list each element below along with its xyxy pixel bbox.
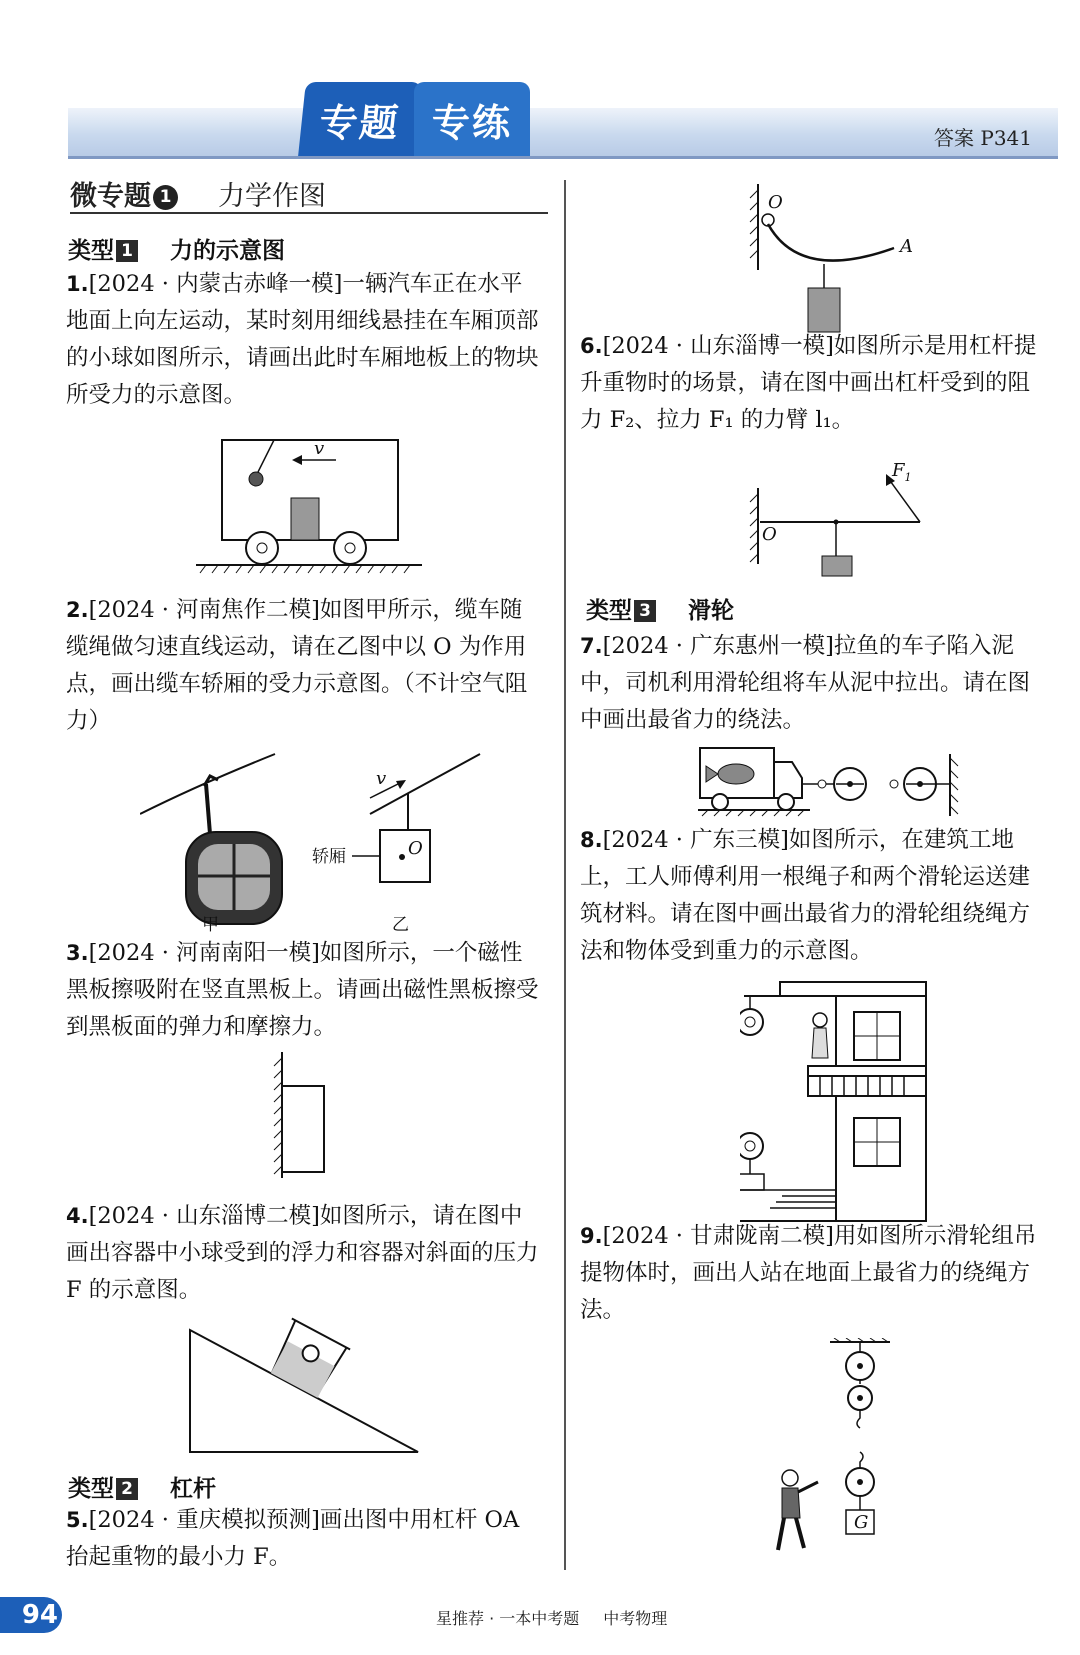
figure-truck <box>196 430 426 580</box>
label-yi: 乙 <box>392 915 409 934</box>
question-text: [2024 · 重庆模拟预测]画出图中用杠杆 OA 抬起重物的最小力 F。 <box>66 1507 520 1570</box>
figure-cable-car <box>140 744 490 934</box>
figure-building <box>740 978 930 1222</box>
type-label: 类型 <box>586 598 632 624</box>
question-1 <box>66 266 540 414</box>
question-3 <box>66 935 540 1046</box>
type-heading-2 <box>68 1470 216 1503</box>
type-number: 2 <box>116 1478 138 1500</box>
force-f1-label <box>891 460 912 484</box>
footer-brand: 星推荐 · 一本中考题 <box>436 1609 580 1628</box>
velocity-label-2: v <box>376 768 387 789</box>
header-band <box>68 108 1058 159</box>
figure-truck-pulley <box>698 744 978 820</box>
tab-special-topic: 专题 <box>298 82 422 156</box>
type-title: 杠杆 <box>170 1476 216 1502</box>
question-text: [2024 · 广东三模]如图所示，在建筑工地上，工人师傅利用一根绳子和两个滑轮运送建筑材料。请在图中画出最省力的滑轮组绕绳方法和物体受到重力的示意图。 <box>580 827 1031 964</box>
question-9 <box>580 1218 1052 1329</box>
question-text: [2024 · 广东惠州一模]拉鱼的车子陷入泥中，司机利用滑轮组将车从泥中拉出。请在图中画出最省力的绕法。 <box>580 633 1031 733</box>
question-number: 6. <box>580 334 603 358</box>
type-title: 滑轮 <box>688 598 734 624</box>
section-title-text: 微专题 <box>70 181 151 212</box>
question-5 <box>66 1502 540 1576</box>
question-text: [2024 · 河南南阳一模]如图所示，一个磁性黑板擦吸附在竖直黑板上。请画出磁性黑板擦受到黑板面的弹力和摩擦力。 <box>66 940 539 1040</box>
question-text: [2024 · 山东淄博二模]如图所示，请在图中画出容器中小球受到的浮力和容器对斜面的压力 F 的示意图。 <box>66 1203 539 1303</box>
figure-pulley-person <box>770 1338 900 1578</box>
question-text: [2024 · 河南焦作二模]如图甲所示，缆车随缆绳做匀速直线运动，请在乙图中以 O 为作用点，画出缆车轿厢的受力示意图。（不计空气阻力） <box>66 597 528 734</box>
type-label: 类型 <box>68 238 114 264</box>
question-8 <box>580 822 1052 970</box>
question-6 <box>580 328 1052 439</box>
force-f1-subscript: 1 <box>904 471 912 484</box>
figure-lever-oa <box>744 180 944 340</box>
section-subtitle: 力学作图 <box>218 181 326 212</box>
point-o-lever2: O <box>762 524 777 545</box>
question-number: 3. <box>66 941 89 965</box>
velocity-label: v <box>314 438 325 459</box>
footer-subject: 中考物理 <box>603 1609 668 1628</box>
question-7 <box>580 628 1052 739</box>
question-number: 2. <box>66 598 89 622</box>
type-title: 力的示意图 <box>170 238 285 264</box>
question-text: [2024 · 山东淄博一模]如图所示是用杠杆提升重物时的场景，请在图中画出杠杆受到的阻力 F₂、拉力 F₁ 的力臂 l₁。 <box>580 333 1037 433</box>
question-number: 9. <box>580 1224 603 1248</box>
section-title <box>70 174 326 213</box>
label-jia: 甲 <box>202 915 219 934</box>
figure-lever-f1 <box>744 460 934 580</box>
question-number: 7. <box>580 634 603 658</box>
question-number: 1. <box>66 272 89 296</box>
column-divider <box>564 180 566 1570</box>
force-f1-letter: F <box>892 460 905 481</box>
question-number: 5. <box>66 1508 89 1532</box>
question-text: [2024 · 甘肃陇南二模]用如图所示滑轮组吊提物体时，画出人站在地面上最省力的绕绳方法。 <box>580 1223 1037 1323</box>
answer-reference: 答案 P341 <box>934 126 1032 150</box>
page-number: 94 <box>0 1597 62 1633</box>
type-heading-3 <box>586 592 734 625</box>
point-o-lever: O <box>768 192 783 213</box>
label-jiaoxiang: 轿厢 <box>312 847 346 867</box>
weight-g-label: G <box>854 1512 869 1533</box>
figure-eraser <box>270 1050 340 1180</box>
point-o: O <box>408 838 423 859</box>
question-number: 4. <box>66 1204 89 1228</box>
question-2 <box>66 592 540 740</box>
section-number: 1 <box>153 185 178 210</box>
point-a: A <box>900 236 913 257</box>
type-heading-1 <box>68 232 285 265</box>
question-4 <box>66 1198 540 1309</box>
type-label: 类型 <box>68 1476 114 1502</box>
question-text: [2024 · 内蒙古赤峰一模]一辆汽车正在水平地面上向左运动，某时刻用细线悬挂在车厢顶部的小球如图所示，请画出此时车厢地板上的物块所受力的示意图。 <box>66 271 539 408</box>
section-rule <box>70 212 548 214</box>
tab-special-practice: 专练 <box>414 82 530 156</box>
question-number: 8. <box>580 828 603 852</box>
footer-text <box>436 1606 667 1629</box>
figure-incline <box>186 1316 426 1456</box>
type-number: 3 <box>634 600 656 622</box>
type-number: 1 <box>116 240 138 262</box>
